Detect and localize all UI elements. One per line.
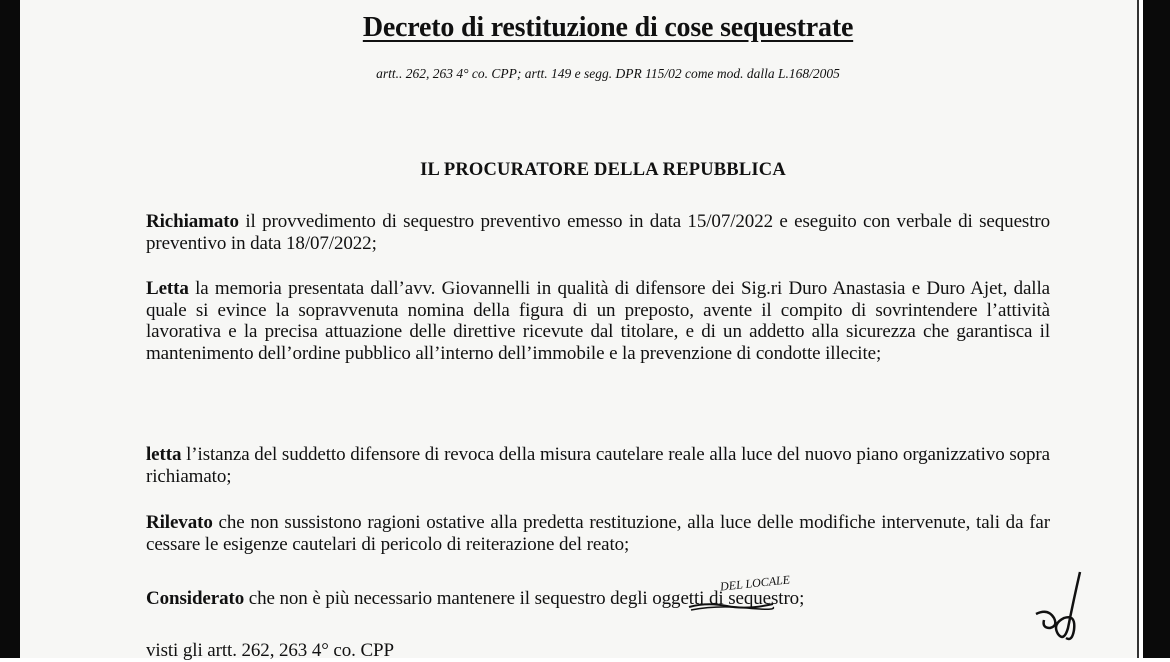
paragraph-visti: [146, 640, 1050, 662]
paragraph-lead: Rilevato: [146, 512, 213, 533]
signature-initials-icon: [1030, 568, 1100, 648]
legal-references: artt.. 262, 263 4° co. CPP; artt. 149 e segg. DPR 115/02 come mod. dalla L.168/2005: [376, 66, 840, 81]
paragraph-lead: letta: [146, 444, 182, 465]
paragraph-rilevato: [146, 512, 1050, 555]
authority-heading: IL PROCURATORE DELLA REPUBBLICA: [420, 160, 786, 180]
scan-edge-line: [1137, 0, 1139, 658]
paragraph-lead: Richiamato: [146, 211, 239, 232]
paragraph-text: che non è più necessario mantenere il sequestro degli oggetti di sequestro;: [244, 588, 805, 609]
handwritten-correction: DEL LOCALE: [719, 572, 791, 594]
paragraph-text: la memoria presentata dall’avv. Giovannelli in qualità di difensore dei Sig.ri Duro Anastasia e Duro Ajet, dalla quale si evince la sopravvenuta nomina della figura di un preposto, avente il compito di sovrintendere l’attività lavorativa e la precisa attuazione delle direttive ricevute dal titolare, e di un addetto alla sicurezza che garantisca il mantenimento dell’ordine pubblico all’interno dell’immobile e la prevenzione di condotte illecite;: [146, 278, 1050, 364]
paragraph-text: che non sussistono ragioni ostative alla predetta restituzione, alla luce delle modifiche intervenute, tali da far cessare le esigenze cautelari di pericolo di reiterazione del reato;: [146, 512, 1050, 555]
document-title: Decreto di restituzione di cose sequestrate: [362, 12, 854, 43]
paragraph-text: l’istanza del suddetto difensore di revoca della misura cautelare reale alla luce del nuovo piano organizzativo sopra richiamato;: [146, 444, 1050, 487]
paragraph-lead: Considerato: [146, 588, 245, 609]
paragraph-letta-istanza: [146, 444, 1050, 487]
paragraph-lead: Letta: [146, 278, 189, 299]
paragraph-text: il provvedimento di sequestro preventivo emesso in data 15/07/2022 e eseguito con verbale di sequestro preventivo in data 18/07/2022;: [146, 211, 1050, 254]
scan-border-left: [0, 0, 20, 658]
paragraph-text: visti gli artt. 262, 263 4° co. CPP: [146, 640, 394, 661]
strikethrough-mark: [687, 598, 775, 612]
paragraph-considerato: [146, 588, 976, 610]
scan-border-right: [1143, 0, 1170, 658]
paragraph-letta-memoria: [146, 278, 1050, 364]
document-page: [20, 0, 1137, 661]
paragraph-richiamato: [146, 211, 1050, 254]
